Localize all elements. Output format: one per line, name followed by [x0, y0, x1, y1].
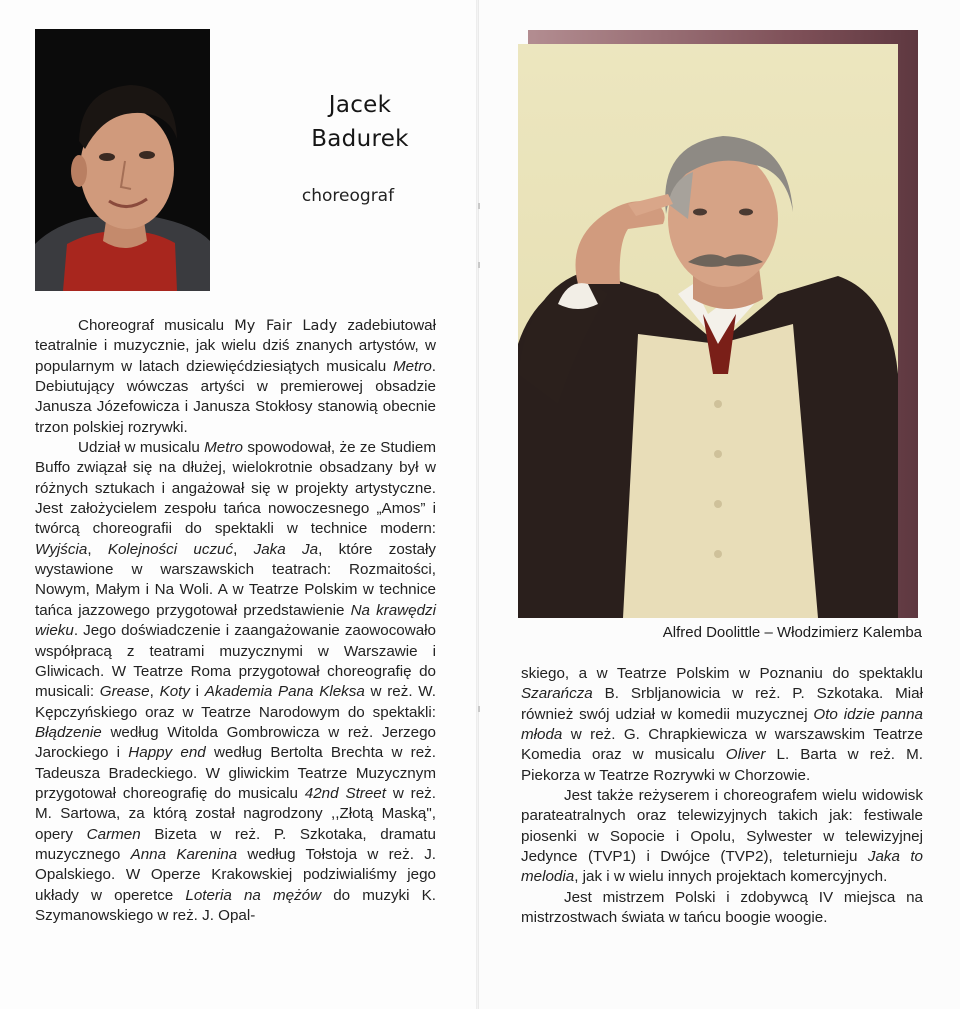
bio-text: spowodował, że ze Studiem Buffo związał się na dłużej, wielokrotnie obsadzany był w różnych sztukach i angażował się w projekty artystyczne. Jest założycielem zespołu tańca nowoczesnego „Amos” i twórcą choreografii do spektakli w technice modern:: [35, 439, 436, 538]
bio-text: Bizeta w reż. P. Szkotaka, dramatu muzycznego: [35, 825, 437, 863]
show-title: Oliver: [725, 746, 766, 764]
bio-text: skiego, a w Teatrze Polskim w Poznaniu do spektaklu: [521, 665, 923, 682]
biography-right-column: [521, 664, 923, 928]
show-title: Loteria na mężów: [185, 886, 322, 904]
bio-text: Udział w musicalu: [78, 439, 205, 457]
show-title: Anna Karenina: [130, 845, 238, 863]
bio-paragraph-5: Jest mistrzem Polski i zdobywcą IV miejsca na mistrzostwach świata w tańcu boogie woogie.: [521, 888, 923, 927]
actor-photo: [518, 44, 898, 618]
photo-caption: Alfred Doolittle – Włodzimierz Kalemba: [662, 624, 922, 641]
show-title: Na krawędzi wieku: [35, 601, 436, 640]
show-title: Happy end: [128, 744, 206, 762]
bio-text: Jest także reżyserem i choreografem wielu widowisk parateatralnych oraz telewizyjnych takich jak: festiwale piosenki w Sopocie i Opolu, Sylwester w telewizyjnej Jedynce (TVP1) i Dwójce (TVP2), teleturnieju: [521, 787, 923, 866]
bio-text: , które zostały wystawione w warszawskich teatrach: Rozmaitości, Nowym, Małym i Na Woli. A w Teatrze Polskim w technice tańca jazzowego przygotował przedstawienie: [35, 540, 436, 619]
show-title: Jaka Ja: [253, 540, 319, 558]
bio-text: Choreograf musicalu: [78, 317, 235, 334]
bio-text: w reż. G. Chrapkiewicza w warszawskim Teatrze Komedia oraz w musicalu: [521, 726, 923, 764]
biography-left-column: [35, 316, 436, 926]
musical-title: Metro: [392, 357, 432, 375]
bio-paragraph-3: [521, 664, 923, 786]
bio-text: w reż. W. Kępczyńskiego oraz w Teatrze Narodowym do spektakli:: [35, 683, 436, 721]
choreographer-name: [290, 88, 430, 156]
bio-text: do muzyki K. Szymanowskiego w reż. J. Opal-: [35, 886, 436, 924]
show-title: Jaka to melodia: [521, 848, 923, 886]
bio-text: według Bertolta Brechta w reż. Tadeusza Bradeckiego. W gliwickim Teatrze Muzycznym przygotował choreografię do musicalu: [35, 744, 436, 802]
bio-paragraph-1: [35, 316, 436, 438]
first-name: Jacek: [328, 92, 392, 118]
show-title: Oto idzie panna młoda: [521, 705, 923, 744]
show-title: Szarańcza: [521, 685, 593, 703]
bio-text: i: [189, 683, 205, 701]
choreographer-portrait: [35, 29, 210, 291]
bio-paragraph-2: [35, 438, 436, 926]
show-title: Kolejności uczuć: [107, 540, 234, 558]
last-name: Badurek: [311, 126, 409, 152]
bio-text: zadebiutował teatralnie i muzycznie, jak wielu dziś znanych artystów, w popularnym w latach dziewięćdziesiątych musicalu: [35, 317, 436, 375]
show-title: Koty: [159, 683, 190, 701]
show-title: 42nd Street: [304, 784, 386, 802]
show-title: Błądzenie: [35, 723, 102, 741]
musical-title: My Fair Lady: [234, 318, 338, 334]
bio-text: , jak i w wielu innych projektach komercyjnych.: [574, 868, 888, 886]
bio-text: . Jego doświadczenie i zaangażowanie zaowocowało współpracą z teatrami muzycznymi w Warszawie i Gliwicach. W Teatrze Roma przygotował choreografię do musicali:: [35, 622, 436, 701]
fold-mark: [478, 706, 480, 712]
bio-text: ,: [149, 683, 160, 701]
show-title: Carmen: [86, 825, 141, 843]
show-title: Wyjścia: [35, 540, 88, 558]
bio-text: ,: [233, 540, 254, 558]
bio-text: B. Srbljanowicia w reż. P. Szkotaka. Miał również swój udział w komedii muzycznej: [521, 685, 923, 723]
bio-text: L. Barta w reż. M. Piekorza w Teatrze Rozrywki w Chorzowie.: [521, 746, 923, 784]
bio-text: w reż. M. Sartowa, za którą został nagrodzony ,,Złotą Maską", opery: [35, 784, 436, 843]
musical-title: Metro: [204, 439, 243, 457]
bio-text: . Debiutujący wówczas artyści w premierowej obsadzie Janusza Józefowicza i Janusza Stokłosy stanowią obecnie trzon polskiej rozrywki.: [35, 357, 436, 436]
show-title: Akademia Pana Kleksa: [204, 683, 365, 701]
bio-text: według Tołstoja w reż. J. Opalskiego. W Operze Krakowskiej podziwialiśmy jego układy w operetce: [35, 845, 437, 904]
bio-paragraph-4: [521, 786, 923, 888]
actor-photo-frame: [518, 30, 918, 620]
fold-mark: [478, 203, 480, 209]
bio-text: ,: [87, 540, 108, 558]
bio-text: według Witolda Gombrowicza w reż. Jerzego Jarockiego i: [35, 723, 436, 762]
show-title: Grease: [99, 683, 150, 701]
page-fold: [476, 0, 479, 1009]
role-label: choreograf: [301, 186, 395, 206]
fold-mark: [478, 262, 480, 268]
